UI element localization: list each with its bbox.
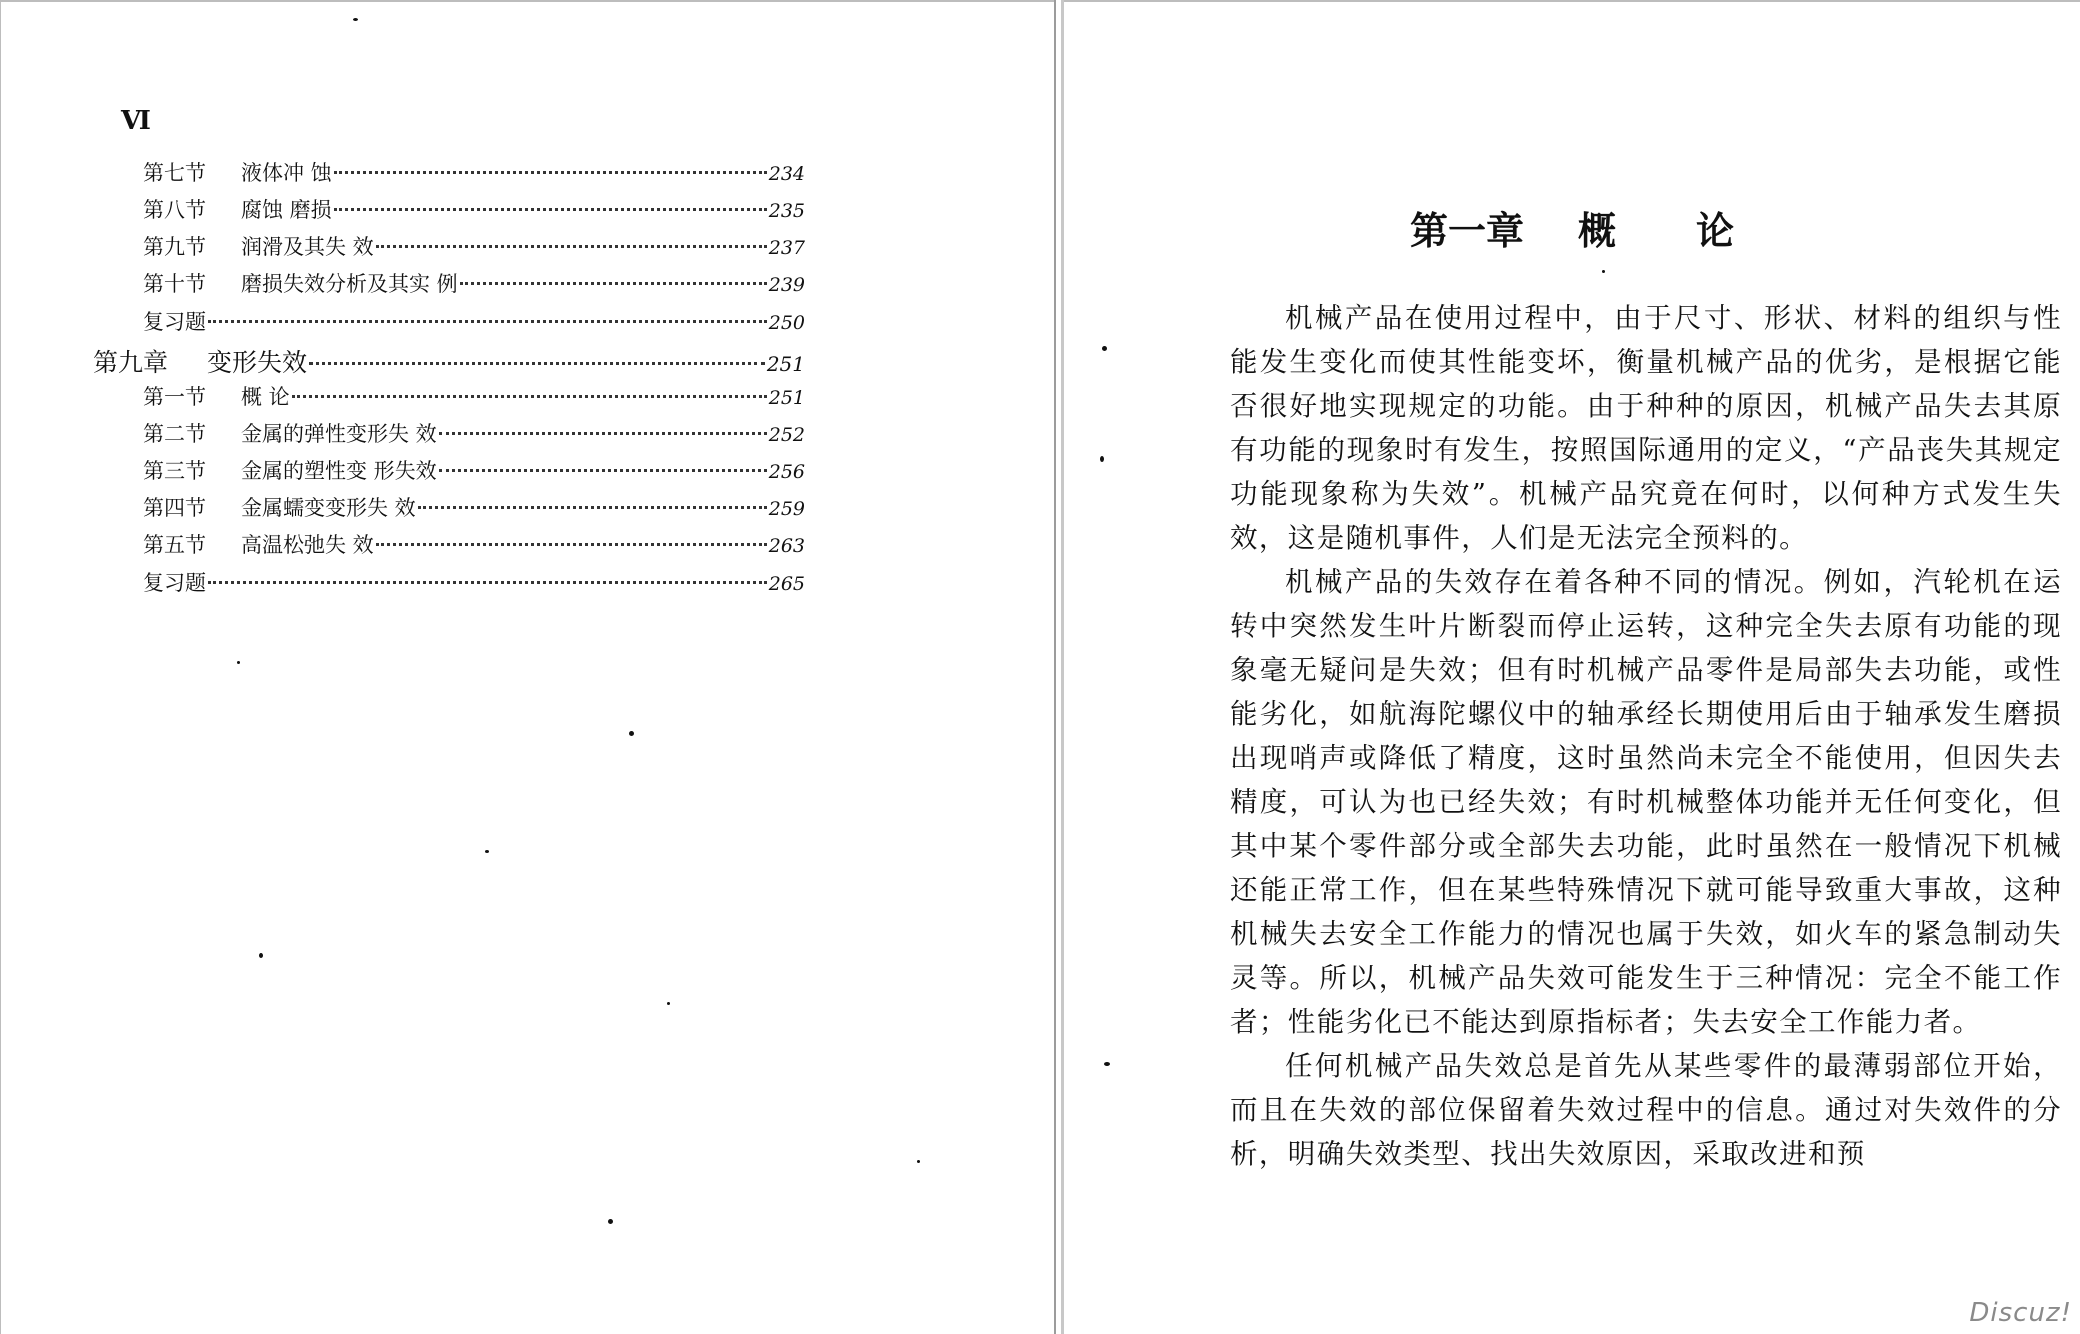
toc-entry-page: 251 bbox=[768, 387, 805, 409]
right-page bbox=[1064, 0, 2080, 1334]
chapter-title-char: 概 bbox=[1577, 209, 1616, 253]
toc-entry-review bbox=[143, 306, 805, 340]
toc-entry bbox=[143, 268, 805, 302]
toc-leader-dots bbox=[439, 469, 767, 472]
scan-speck bbox=[353, 18, 358, 21]
toc-entry-number: 第二节 bbox=[143, 422, 206, 446]
toc-leader-dots bbox=[460, 282, 767, 285]
toc-leader-dots bbox=[334, 208, 767, 211]
toc-entry bbox=[143, 529, 805, 563]
toc-entry bbox=[143, 381, 805, 415]
toc-entry-page: 234 bbox=[768, 163, 805, 185]
toc-entry-page: 250 bbox=[768, 312, 805, 334]
watermark: Discuz! bbox=[1969, 1298, 2072, 1328]
toc-leader-dots bbox=[208, 320, 767, 323]
toc-entry bbox=[143, 418, 805, 452]
toc-leader-dots bbox=[208, 581, 767, 584]
toc-entry-page: 265 bbox=[768, 573, 805, 595]
toc-entry bbox=[143, 194, 805, 228]
toc-entry-title: 复习题 bbox=[143, 571, 206, 595]
toc-entry-page: 235 bbox=[768, 200, 805, 222]
toc-entry-number: 第七节 bbox=[143, 161, 206, 185]
toc-entry-page: 252 bbox=[768, 424, 805, 446]
toc-entry-title: 液体冲 蚀 bbox=[241, 161, 332, 185]
scan-speck bbox=[1100, 456, 1104, 462]
scan-speck bbox=[1104, 1062, 1110, 1066]
paragraph: 机械产品在使用过程中，由于尺寸、形状、材料的组织与性能发生变化而使其性能变坏，衡量机械产品的优劣，是根据它能否很好地实现规定的功能。由于种种的原因，机械产品失去其原有功能的现象时有发生，按照国际通用的定义，“产品丧失其规定功能现象称为失效”。机械产品究竟在何时，以何种方式发生失效，这是随机事件，人们是无法完全预料的。 bbox=[1230, 302, 2062, 554]
book-gutter bbox=[1054, 0, 1064, 1334]
chapter-heading bbox=[1064, 200, 2080, 255]
toc-leader-dots bbox=[309, 362, 765, 365]
toc-entry-number: 第九节 bbox=[143, 235, 206, 259]
scan-speck bbox=[608, 1219, 613, 1224]
toc-leader-dots bbox=[376, 543, 767, 546]
toc-leader-dots bbox=[376, 245, 767, 248]
toc-entry-title: 磨损失效分析及其实 例 bbox=[241, 272, 458, 296]
scan-speck bbox=[259, 953, 263, 958]
toc-entry-title: 复习题 bbox=[143, 310, 206, 334]
toc-entry-number: 第八节 bbox=[143, 198, 206, 222]
toc-leader-dots bbox=[334, 171, 767, 174]
scan-speck bbox=[485, 850, 489, 853]
toc-entry-title: 金属的弹性变形失 效 bbox=[241, 422, 437, 446]
toc-entry bbox=[143, 157, 805, 191]
toc-leader-dots bbox=[418, 506, 767, 509]
toc-entry-title: 腐蚀 磨损 bbox=[241, 198, 332, 222]
chapter-body bbox=[1230, 296, 2062, 1176]
toc-entry-page: 263 bbox=[768, 535, 805, 557]
toc-entry-number: 第四节 bbox=[143, 496, 206, 520]
toc-entry-title: 金属的塑性变 形失效 bbox=[241, 459, 437, 483]
toc-entry-title: 金属蠕变变形失 效 bbox=[241, 496, 416, 520]
toc-entry-title: 润滑及其失 效 bbox=[241, 235, 374, 259]
toc-entry-page: 239 bbox=[768, 274, 805, 296]
toc-entry-title: 高温松弛失 效 bbox=[241, 533, 374, 557]
chapter-title-char: 论 bbox=[1696, 209, 1735, 253]
toc-entry-page: 237 bbox=[768, 237, 805, 259]
toc-leader-dots bbox=[439, 432, 767, 435]
toc-chapter-entry bbox=[93, 343, 805, 377]
toc-entry-page: 259 bbox=[768, 498, 805, 520]
toc-entry-number: 第三节 bbox=[143, 459, 206, 483]
toc-entry-number: 第十节 bbox=[143, 272, 206, 296]
toc-entry-page: 251 bbox=[766, 352, 805, 376]
scan-speck bbox=[237, 661, 240, 664]
scan-speck bbox=[917, 1160, 920, 1163]
toc-entry-number: 第一节 bbox=[143, 385, 206, 409]
toc-leader-dots bbox=[292, 395, 767, 398]
scan-speck bbox=[1602, 270, 1605, 273]
toc-chapter-number: 第九章 bbox=[93, 348, 169, 377]
toc-entry bbox=[143, 492, 805, 526]
toc-entry-number: 第五节 bbox=[143, 533, 206, 557]
toc-chapter-title: 变形失效 bbox=[207, 348, 308, 377]
toc-entry bbox=[143, 231, 805, 265]
toc-entry bbox=[143, 455, 805, 489]
scan-speck bbox=[667, 1002, 670, 1005]
toc-entry-title: 概 论 bbox=[241, 385, 290, 409]
toc-entry-page: 256 bbox=[768, 461, 805, 483]
scan-speck bbox=[629, 731, 634, 736]
chapter-label: 第一章 bbox=[1409, 209, 1524, 253]
scan-speck bbox=[1102, 346, 1107, 351]
toc-entry-review bbox=[143, 567, 805, 601]
paragraph: 机械产品的失效存在着各种不同的情况。例如，汽轮机在运转中突然发生叶片断裂而停止运转，这种完全失去原有功能的现象毫无疑问是失效；但有时机械产品零件是局部失去功能，或性能劣化，如航海陀螺仪中的轴承经长期使用后由于轴承发生磨损出现哨声或降低了精度，这时虽然尚未完全不能使用，但因失去精度，可认为也已经失效；有时机械整体功能并无任何变化，但其中某个零件部分或全部失去功能，此时虽然在一般情况下机械还能正常工作，但在某些特殊情况下就可能导致重大事故，这种机械失去安全工作能力的情况也属于失效，如火车的紧急制动失灵等。所以，机械产品失效可能发生于三种情况：完全不能工作者；性能劣化已不能达到原指标者；失去安全工作能力者。 bbox=[1230, 566, 2062, 1038]
page-number: Ⅵ bbox=[121, 106, 149, 136]
paragraph: 任何机械产品失效总是首先从某些零件的最薄弱部位开始，而且在失效的部位保留着失效过程中的信息。通过对失效件的分析，明确失效类型、找出失效原因，采取改进和预 bbox=[1230, 1050, 2062, 1170]
table-of-contents bbox=[1, 2, 1054, 702]
